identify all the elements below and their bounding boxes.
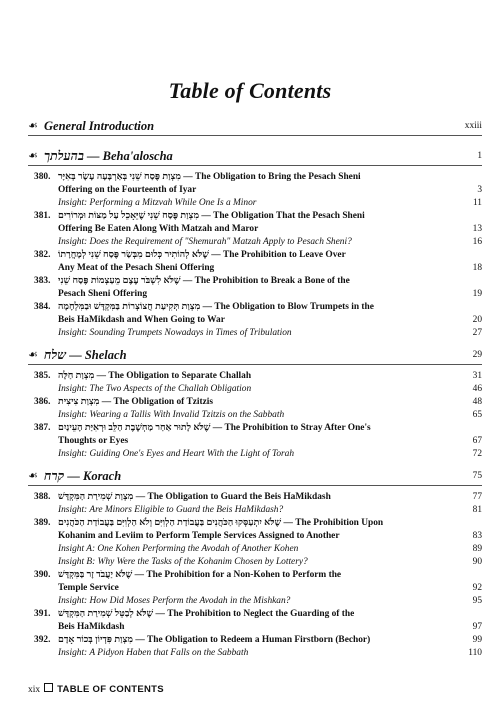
page-number: 75 (472, 471, 482, 481)
page-number: xxiii (464, 121, 482, 131)
entry-title: שֶׁלֹּא יַעֲבֹד זָר בַּמִּקְדָּשׁ — The Prohibition for a Non-Kohen to Perform the (58, 570, 342, 580)
entry-title: Insight: Sounding Trumpets Nowadays in Times of Tribulation (58, 328, 292, 338)
mitzvah-number: 391. (34, 609, 51, 619)
entry-title: Insight: Wearing a Tallis With Invalid Tzitzis on the Sabbath (58, 410, 285, 420)
page-number: 46 (472, 384, 482, 394)
page-number: 95 (472, 596, 482, 606)
section-title: בהעלתך — Beha'aloscha (44, 149, 173, 163)
entry-title: Insight: Guiding One's Eyes and Heart With the Light of Torah (58, 449, 295, 459)
toc-section-heading[interactable] (28, 468, 482, 484)
entry-title: Pesach Sheni Offering (58, 289, 148, 299)
toc-insight-line[interactable] (28, 543, 482, 556)
toc-section-heading[interactable] (28, 148, 482, 164)
toc-insight-line[interactable] (28, 236, 482, 249)
toc-insight-line[interactable] (28, 504, 482, 517)
entry-title: שֶׁלֹּא לְבַטֵּל שְׁמִירַת הַמִּקְדָּשׁ — The Prohibition to Neglect the Guarding of the (58, 609, 355, 619)
page-number: 11 (472, 198, 482, 208)
section-title: קרח — Korach (44, 469, 122, 483)
entry-title: מִצְוַת פֶּסַח שֵׁנִי בְּאַרְבָּעָה עָשָׂר בְּאִיָּר — The Obligation to Bring the Pesach Sheni (58, 172, 361, 182)
entry-title: שֶׁלֹּא לִשְׁבֹּר עֶצֶם מֵעַצְמוֹת פֶּסַח שֵׁנִי — The Prohibition to Break a Bone of the (58, 276, 350, 286)
entry-title: Insight B: Why Were the Tasks of the Kohanim Chosen by Lottery? (58, 557, 308, 567)
toc-entry-continuation[interactable] (28, 621, 482, 634)
toc-entry-continuation[interactable] (28, 582, 482, 595)
toc-entry[interactable] (28, 634, 482, 647)
fleuron-icon: ☙ (28, 470, 38, 482)
page-number: 92 (472, 583, 482, 593)
toc-insight-line[interactable] (28, 409, 482, 422)
fleuron-icon: ☙ (28, 349, 38, 361)
toc-entry[interactable] (28, 608, 482, 621)
mitzvah-number: 387. (34, 423, 51, 433)
toc-insight-line[interactable] (28, 448, 482, 461)
toc-entry[interactable] (28, 569, 482, 582)
toc-entry-continuation[interactable] (28, 530, 482, 543)
footer-page-number: xix (28, 685, 41, 695)
page-footer (28, 683, 164, 695)
entry-title: Insight A: One Kohen Performing the Avodah of Another Kohen (58, 544, 299, 554)
entry-title: מִצְוַת תְּקִיעַת חֲצוֹצְרוֹת בַּמִּקְדָּשׁ וּבַמִּלְחָמָה — The Obligation to Blow Trumpets in the (58, 302, 374, 312)
page-number: 77 (472, 492, 482, 502)
mitzvah-number: 382. (34, 250, 51, 260)
toc-entry[interactable] (28, 370, 482, 383)
page-number: 89 (472, 544, 482, 554)
toc-insight-line[interactable] (28, 556, 482, 569)
toc-insight-line[interactable] (28, 647, 482, 660)
square-icon (44, 683, 53, 692)
entry-title: מִצְוַת שְׁמִירַת הַמִּקְדָּשׁ — The Obligation to Guard the Beis HaMikdash (58, 492, 331, 502)
page-number: 83 (472, 531, 482, 541)
mitzvah-number: 380. (34, 172, 51, 182)
mitzvah-number: 383. (34, 276, 51, 286)
page-number: 27 (472, 328, 482, 338)
toc-entry-continuation[interactable] (28, 223, 482, 236)
toc-insight-line[interactable] (28, 327, 482, 340)
page-number: 90 (472, 557, 482, 567)
page-number: 19 (472, 289, 482, 299)
toc-entry[interactable] (28, 517, 482, 530)
entry-title: שֶׁלֹּא לְהוֹתִיר כְּלוּם מִבְּשַׂר פֶּסַח שֵׁנִי לְמָחֳרָתוֹ — The Prohibition to Leave Over (58, 250, 346, 260)
toc-entry[interactable] (28, 249, 482, 262)
entry-title: Any Meat of the Pesach Sheni Offering (58, 263, 215, 273)
page-number: 65 (472, 410, 482, 420)
entry-title: Kohanim and Leviim to Perform Temple Services Assigned to Another (58, 531, 340, 541)
toc-entry[interactable] (28, 491, 482, 504)
toc-section-heading[interactable] (28, 347, 482, 363)
mitzvah-number: 390. (34, 570, 51, 580)
toc-entry-continuation[interactable] (28, 314, 482, 327)
footer-label: TABLE OF CONTENTS (57, 684, 164, 695)
entry-title: Insight: Performing a Mitzvah While One Is a Minor (58, 198, 257, 208)
toc-entry-continuation[interactable] (28, 435, 482, 448)
section-divider (28, 135, 482, 136)
entry-title: Thoughts or Eyes (58, 436, 129, 446)
section-title: שלח — Shelach (44, 348, 127, 362)
entry-title: Beis HaMikdash (58, 622, 125, 632)
page-title: Table of Contents (168, 78, 332, 103)
toc-section-heading[interactable] (28, 118, 482, 134)
section-title: General Introduction (44, 119, 155, 133)
page-number: 29 (472, 350, 482, 360)
page-number: 48 (472, 397, 482, 407)
toc-entry[interactable] (28, 422, 482, 435)
mitzvah-number: 381. (34, 211, 51, 221)
entry-title: Offering Be Eaten Along With Matzah and Maror (58, 224, 259, 234)
entry-title: Insight: Does the Requirement of "Shemurah" Matzah Apply to Pesach Sheni? (58, 237, 352, 247)
mitzvah-number: 392. (34, 635, 51, 645)
entry-title: שֶׁלֹּא יִתְעַסְּקוּ הַכֹּהֲנִים בַּעֲבוֹדַת הַלְוִיִּם וְלֹא הַלְוִיִּם בַּעֲבוֹדַת הַכֹּהֲנִים — The Prohibition Upon (58, 518, 384, 528)
entry-title: Insight: The Two Aspects of the Challah Obligation (58, 384, 252, 394)
toc-entry-continuation[interactable] (28, 262, 482, 275)
entry-title: Insight: A Pidyon Haben that Falls on the Sabbath (58, 648, 249, 658)
mitzvah-number: 389. (34, 518, 51, 528)
entry-title: מִצְוַת צִיצִית — The Obligation of Tzitzis (58, 397, 214, 407)
entry-title: שֶׁלֹּא לָתוּר אַחַר מַחְשֶׁבֶת הַלֵּב וּרְאִיַּת הָעֵינַיִם — The Prohibition to Stray After One's (58, 423, 371, 433)
page-number: 1 (477, 151, 482, 161)
entry-title: Insight: How Did Moses Perform the Avodah in the Mishkan? (58, 596, 291, 606)
toc-entry-continuation[interactable] (28, 184, 482, 197)
toc-entry[interactable] (28, 301, 482, 314)
toc-insight-line[interactable] (28, 595, 482, 608)
page-number: 20 (472, 315, 482, 325)
mitzvah-number: 388. (34, 492, 51, 502)
page-number: 16 (472, 237, 482, 247)
mitzvah-number: 384. (34, 302, 51, 312)
toc-insight-line[interactable] (28, 383, 482, 396)
page-number: 67 (472, 436, 482, 446)
toc-entry[interactable] (28, 171, 482, 184)
entry-title: מִצְוַת פֶּסַח שֵׁנִי שֶׁיֵּאָכֵל עַל מַצּוֹת וּמְרוֹרִים — The Obligation That the Pesach Sheni (58, 211, 365, 221)
entry-title: Offering on the Fourteenth of Iyar (58, 185, 197, 195)
page-number: 72 (472, 449, 482, 459)
section-divider (28, 485, 482, 486)
page-number: 3 (477, 185, 482, 195)
toc-insight-line[interactable] (28, 197, 482, 210)
toc-entry[interactable] (28, 210, 482, 223)
section-divider (28, 364, 482, 365)
entry-title: מִצְוַת פִּדְיוֹן בְּכוֹר אָדָם — The Obligation to Redeem a Human Firstborn (Bechor) (58, 635, 371, 645)
entry-title: Temple Service (58, 583, 119, 593)
page-number: 99 (472, 635, 482, 645)
entry-title: Insight: Are Minors Eligible to Guard the Beis HaMikdash? (58, 505, 284, 515)
toc-entry-continuation[interactable] (28, 288, 482, 301)
mitzvah-number: 386. (34, 397, 51, 407)
toc-entry[interactable] (28, 275, 482, 288)
page-number: 18 (472, 263, 482, 273)
toc-entry[interactable] (28, 396, 482, 409)
fleuron-icon: ☙ (28, 150, 38, 162)
page-number: 110 (468, 648, 482, 658)
page-number: 81 (472, 505, 482, 515)
section-divider (28, 165, 482, 166)
page-number: 97 (472, 622, 482, 632)
fleuron-icon: ☙ (28, 120, 38, 132)
page-number: 13 (472, 224, 482, 234)
mitzvah-number: 385. (34, 371, 51, 381)
entry-title: מִצְוַת חַלָּה — The Obligation to Separate Challah (58, 371, 252, 381)
entry-title: Beis HaMikdash and When Going to War (58, 315, 225, 325)
page-number: 31 (472, 371, 482, 381)
